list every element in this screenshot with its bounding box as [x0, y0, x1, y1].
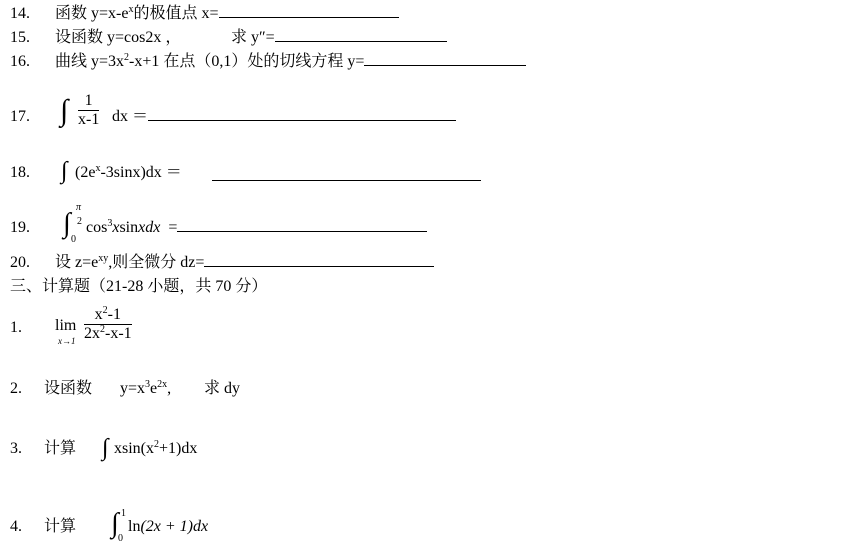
- formula: ln: [128, 518, 141, 535]
- formula: e: [150, 380, 158, 397]
- limit-subscript: x→1: [58, 336, 76, 346]
- question-number: 19.: [10, 219, 30, 236]
- question-text: -3sinx)dx ＝: [100, 164, 182, 181]
- exponent: 2: [124, 52, 130, 63]
- answer-blank[interactable]: [219, 3, 399, 18]
- question-text: 的极值点 x=: [133, 5, 219, 22]
- question-text: 函数 y=x-e: [55, 5, 129, 22]
- question-text: 设 z=e: [55, 254, 99, 271]
- problem-number: 1.: [10, 319, 22, 336]
- exponent: 2x: [157, 379, 168, 390]
- question-number: 20.: [10, 254, 30, 271]
- question-text: sin: [119, 219, 139, 236]
- answer-blank[interactable]: [177, 217, 427, 232]
- question-text: xdx: [138, 219, 161, 236]
- numerator: x: [94, 306, 103, 323]
- exponent: xy: [98, 253, 109, 264]
- exponent: 3: [145, 379, 151, 390]
- problem-label: 计算: [44, 518, 77, 535]
- problem-label: 计算: [44, 440, 77, 457]
- answer-blank[interactable]: [364, 51, 526, 66]
- question-number: 16.: [10, 53, 30, 70]
- exponent: x: [128, 4, 134, 15]
- formula: ,: [167, 380, 172, 397]
- exponent: 2: [102, 305, 108, 316]
- upper-limit: 1: [121, 508, 126, 519]
- problem-text: 求 dy: [204, 380, 241, 397]
- question-number: 14.: [10, 5, 30, 22]
- problem-number: 4.: [10, 518, 22, 535]
- upper-limit-denominator: 2: [77, 216, 82, 227]
- exponent: 2: [100, 324, 105, 335]
- integral-sign: ∫: [102, 435, 109, 461]
- question-text: dx ＝: [112, 108, 149, 125]
- numerator: -1: [107, 306, 121, 323]
- problem-number: 3.: [10, 440, 22, 457]
- integral-sign: ∫: [63, 208, 71, 239]
- formula: y=x: [120, 380, 146, 397]
- limit-operator: lim: [55, 317, 77, 334]
- problem-number: 2.: [10, 380, 22, 397]
- exponent: 2: [154, 439, 159, 450]
- exponent: 3: [107, 218, 113, 229]
- lower-limit: 0: [71, 234, 76, 245]
- question-text: cos: [86, 219, 108, 236]
- question-text: =: [168, 219, 178, 236]
- question-text: (2e: [75, 164, 96, 181]
- formula: (2x + 1)dx: [140, 518, 209, 535]
- denominator: x-1: [78, 111, 100, 128]
- fraction: [84, 306, 132, 343]
- upper-limit: π: [76, 202, 82, 213]
- question-number: 15.: [10, 29, 30, 46]
- answer-blank[interactable]: [212, 166, 481, 181]
- section-heading: 三、计算题（21-28 小题，共 70 分）: [10, 278, 268, 295]
- denominator: -x-1: [105, 325, 132, 342]
- question-text: -x+1 在点（0,1）处的切线方程 y=: [129, 53, 365, 70]
- question-text: ,则全微分 dz=: [108, 254, 205, 271]
- question-text: x: [112, 219, 120, 236]
- question-text: 曲线 y=3x: [55, 53, 125, 70]
- answer-blank[interactable]: [148, 106, 456, 121]
- answer-blank[interactable]: [204, 252, 434, 267]
- problem-label: 设函数: [44, 380, 93, 397]
- exponent: x: [95, 163, 101, 174]
- answer-blank[interactable]: [275, 27, 447, 42]
- integral-sign: ∫: [60, 94, 69, 127]
- denominator: 2x: [84, 325, 100, 342]
- question-number: 18.: [10, 164, 30, 181]
- numerator: 1: [78, 92, 99, 111]
- lower-limit: 0: [118, 533, 123, 544]
- integral-sign: ∫: [61, 158, 68, 184]
- fraction: [78, 92, 99, 129]
- integral-sign: ∫: [111, 508, 119, 539]
- formula: +1)dx: [159, 440, 198, 457]
- formula: xsin(x: [114, 440, 154, 457]
- question-text: 设函数 y=cos2x ，: [55, 29, 182, 46]
- question-number: 17.: [10, 108, 30, 125]
- question-text: 求 y″=: [231, 29, 275, 46]
